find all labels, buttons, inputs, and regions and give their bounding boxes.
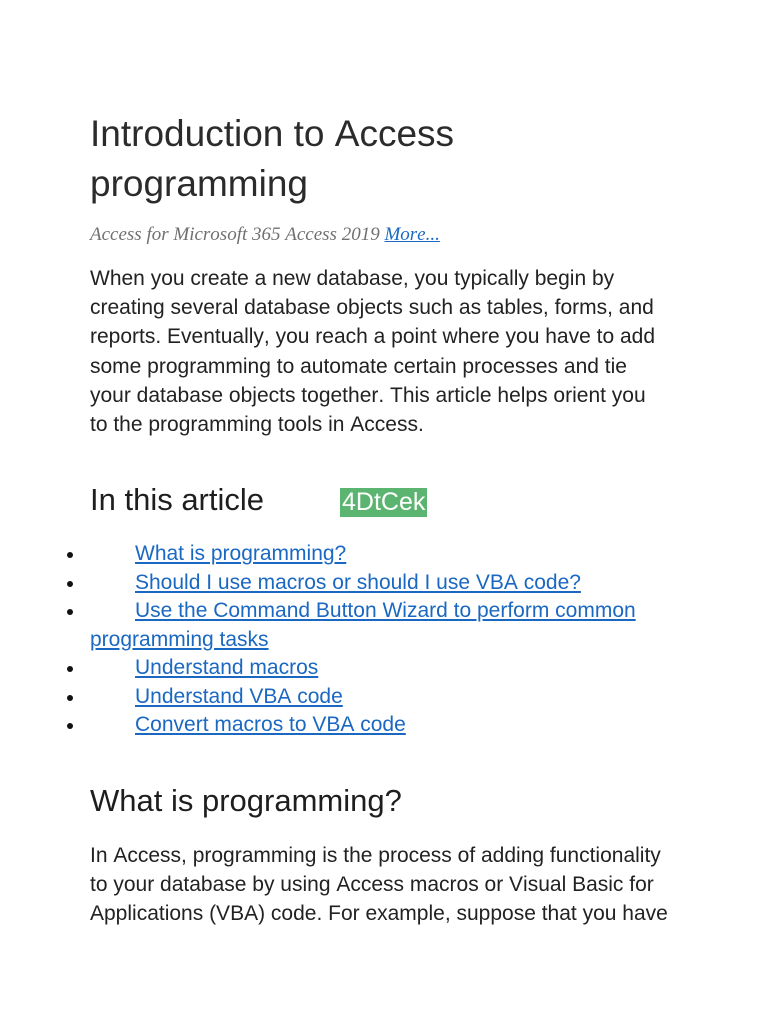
more-products-link[interactable]: More... [384, 224, 440, 245]
applies-to-products: Access for Microsoft 365 Access 2019 [90, 224, 380, 245]
toc-item [90, 711, 680, 740]
toc-heading: In this article [90, 482, 265, 517]
toc-link-command-button-wizard[interactable]: Use the Command Button Wizard to perform common programming tasks [90, 599, 636, 651]
toc-link-understand-macros[interactable]: Understand macros [135, 656, 319, 679]
toc-link-convert-macros[interactable]: Convert macros to VBA code [135, 713, 406, 736]
toc-item [90, 597, 680, 654]
section-heading-what-is-programming: What is programming? [90, 783, 402, 818]
toc-link-macros-or-vba[interactable]: Should I use macros or should I use VBA code? [135, 570, 581, 594]
toc-item [90, 654, 680, 683]
toc-link-understand-vba-code[interactable]: Understand VBA code [135, 684, 343, 708]
applies-to-line [90, 223, 440, 247]
toc-item [90, 569, 680, 598]
bullet-icon [67, 552, 73, 558]
section-paragraph: In Access, programming is the process of adding functionality to your database by using Access macros or Visual Basic for Applications (VBA) code. For example, suppose that you have [90, 844, 668, 926]
bullet-icon [67, 695, 73, 701]
toc-link-what-is-programming[interactable]: What is programming? [135, 542, 347, 565]
page-title: Introduction to Access programming [90, 113, 455, 204]
document-code-badge: 4DtCek [342, 488, 426, 516]
bullet-icon [67, 581, 73, 587]
toc-item [90, 540, 680, 569]
bullet-icon [67, 666, 73, 672]
toc-list [90, 540, 680, 740]
bullet-icon [67, 723, 73, 729]
toc-item [90, 683, 680, 712]
intro-paragraph: When you create a new database, you typically begin by creating several database objects such as tables, forms, and reports. Eventually, you reach a point where you have to add some programming to automate certain processes and tie your database objects together. This article helps orient you to the programming tools in Access. [90, 267, 656, 437]
bullet-icon [67, 609, 73, 615]
toc-header [0, 480, 768, 520]
